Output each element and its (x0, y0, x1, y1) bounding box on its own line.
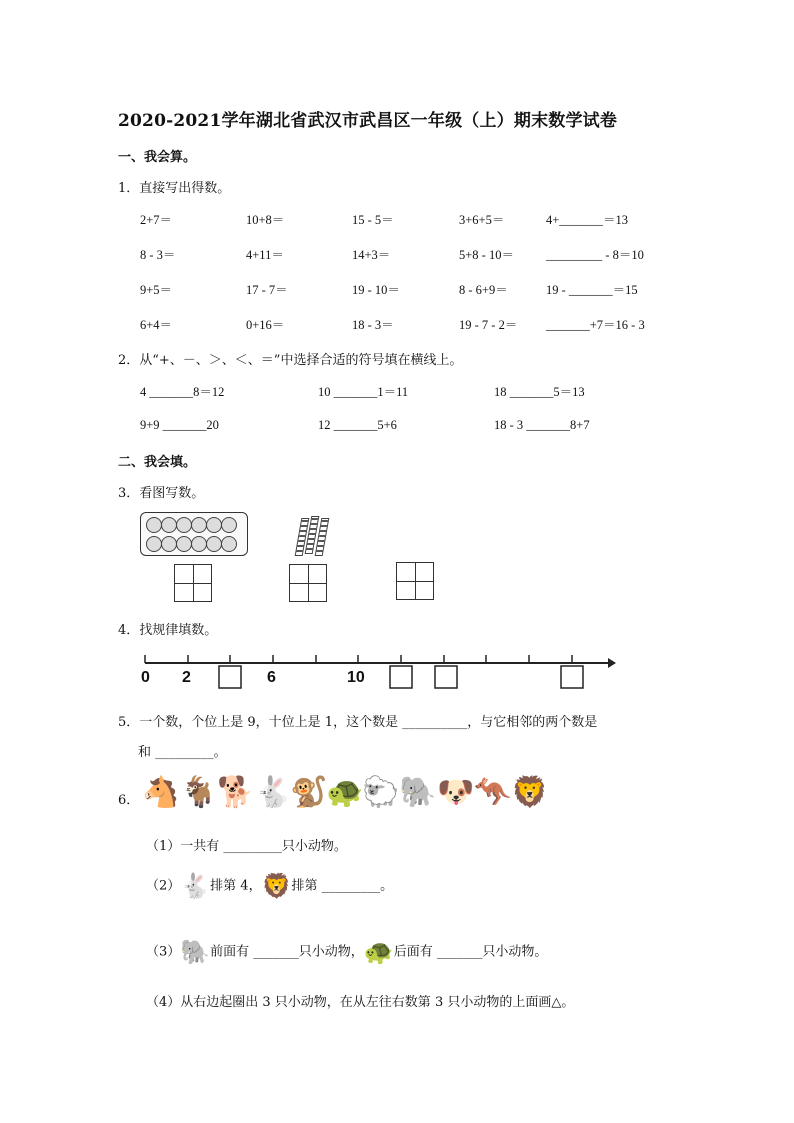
kangaroo-icon: 🦘 (474, 775, 512, 810)
rabbit-icon: 🐇 (254, 775, 292, 810)
number-line (138, 646, 616, 692)
q1-item: 18 - 3＝ (352, 318, 394, 332)
q2-item: 18 _______5＝13 (494, 385, 585, 399)
q1-item: 8 - 3＝ (140, 248, 176, 262)
monkey-icon: 🐒 (290, 775, 328, 810)
animal-row (142, 772, 549, 818)
q2-label: 2．从“+、－、＞、＜、＝”中选择合适的符号填在横线上。 (118, 353, 463, 368)
q5-line1: 5．一个数，个位上是 9，十位上是 1，这个数是 __________，与它相邻的两个数是 (118, 715, 598, 730)
lion-icon: 🦁 (261, 872, 292, 900)
q1-item: 2+7＝ (140, 213, 173, 227)
clocks-group-picture (140, 512, 248, 556)
q2-item: 12 _______5+6 (318, 418, 397, 432)
q5-line2: 和 _________。 (138, 745, 227, 760)
q2-item: 9+9 _______20 (140, 418, 219, 432)
q1-item: 6+4＝ (140, 318, 173, 332)
horse-icon: 🐴 (142, 775, 180, 810)
q1-item: 8 - 6+9＝ (459, 283, 508, 297)
q6-part2 (146, 872, 393, 900)
q6-part3-mid: 前面有 _______只小动物， (210, 944, 364, 960)
rabbit-icon: 🐇 (180, 872, 211, 900)
q6-part2-end: 排第 _________。 (291, 878, 394, 894)
q1-item: 17 - 7＝ (246, 283, 288, 297)
turtle-icon: 🐢 (326, 775, 364, 810)
q1-item: 4+_______＝13 (546, 213, 629, 227)
answer-box[interactable] (396, 562, 434, 600)
section-2-heading: 二、我会填。 (118, 455, 197, 470)
q3-figure (138, 508, 442, 606)
lion-icon: 🦁 (511, 775, 549, 810)
q1-item: 9+5＝ (140, 283, 173, 297)
number-line-label: 2 (182, 669, 191, 686)
q1-item: 3+6+5＝ (459, 213, 505, 227)
q1-item: 0+16＝ (246, 318, 285, 332)
goat-icon: 🐐 (180, 775, 218, 810)
q6-part3-prefix: （3） (146, 944, 181, 960)
q1-item: 19 - 10＝ (352, 283, 400, 297)
q3-label: 3．看图写数。 (118, 486, 205, 501)
answer-box[interactable] (289, 564, 327, 602)
stick-bundle-picture (294, 516, 334, 556)
q6-part3-end: 后面有 _______只小动物。 (393, 944, 548, 960)
blank-box (390, 666, 412, 688)
q2-item: 4 _______8＝12 (140, 385, 225, 399)
q1-item: 19 - _______＝15 (546, 283, 638, 297)
q1-item: _________ - 8＝10 (546, 248, 644, 262)
sheep-icon: 🐑 (362, 775, 400, 810)
q6-part2-mid: 排第 4， (210, 878, 262, 894)
blank-box (219, 666, 241, 688)
turtle-icon: 🐢 (363, 938, 394, 966)
q1-item: _______+7＝16 - 3 (546, 318, 645, 332)
q1-item: 14+3＝ (352, 248, 391, 262)
q1-item: 10+8＝ (246, 213, 285, 227)
answer-box[interactable] (174, 564, 212, 602)
q1-item: 4+11＝ (246, 248, 284, 262)
q1-item: 19 - 7 - 2＝ (459, 318, 518, 332)
elephant-icon: 🐘 (180, 938, 211, 966)
q6-part2-prefix: （2） (146, 878, 181, 894)
elephant-icon: 🐘 (399, 775, 437, 810)
q1-label: 1．直接写出得数。 (118, 181, 231, 196)
q6-label: 6． (118, 793, 140, 808)
puppy-icon: 🐶 (437, 775, 475, 810)
q6-part1: （1）一共有 _________只小动物。 (146, 839, 347, 854)
section-1-heading: 一、我会算。 (118, 150, 197, 165)
q4-label: 4．找规律填数。 (118, 623, 218, 638)
blank-box (561, 666, 583, 688)
q2-item: 10 _______1＝11 (318, 385, 409, 399)
dog-icon: 🐕 (217, 775, 255, 810)
number-line-label: 6 (267, 669, 276, 686)
number-line-label: 0 (141, 669, 150, 686)
q1-item: 5+8 - 10＝ (459, 248, 514, 262)
number-line-label: 10 (347, 669, 365, 686)
q2-item: 18 - 3 _______8+7 (494, 418, 590, 432)
q6-part3 (146, 938, 547, 966)
q6-part4: （4）从右边起圈出 3 只小动物，在从左往右数第 3 只小动物的上面画△。 (146, 995, 575, 1010)
page-title: 2020-2021学年湖北省武汉市武昌区一年级（上）期末数学试卷 (118, 111, 618, 131)
q1-item: 15 - 5＝ (352, 213, 394, 227)
blank-box (435, 666, 457, 688)
